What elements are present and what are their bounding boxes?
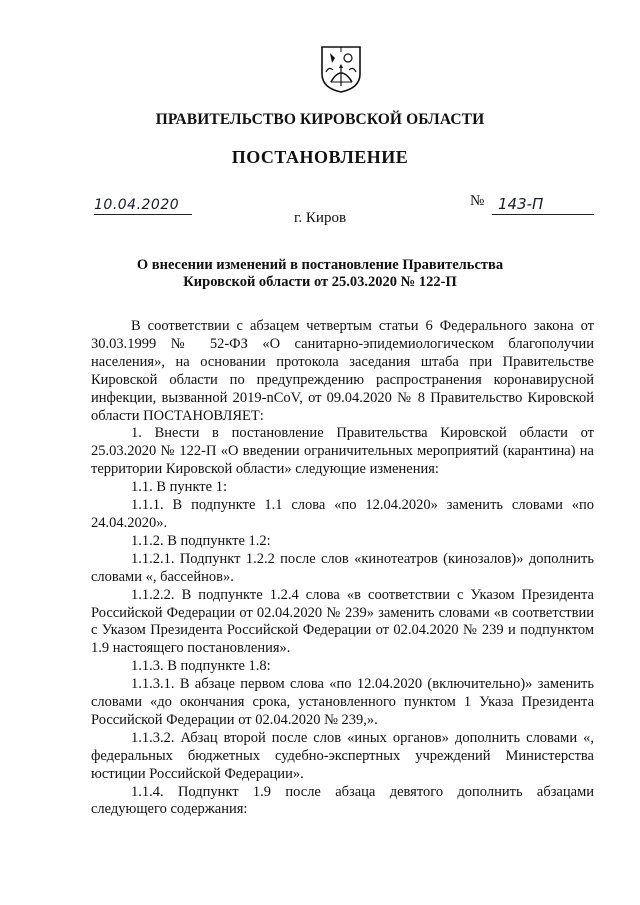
city: г. Киров xyxy=(293,210,347,226)
paragraph-1-1-2: 1.1.2. В подпункте 1.2: xyxy=(131,532,271,549)
number-label: № xyxy=(470,193,485,209)
paragraph-1-1-3-1: 1.1.3.1. В абзаце первом слова «по 12.04.2020 (включительно)» заменить словами «до окончания срока, установленного пунктом 1 Указа Президента Российской Федерации от 02.04.2020 № 239,». xyxy=(91,676,594,728)
paragraph-1-1-1: 1.1.1. В подпункте 1.1 слова «по 12.04.2020» заменить словами «по 24.04.2020». xyxy=(91,497,594,531)
subject-line-1: О внесении изменений в постановление Правительства xyxy=(136,257,504,273)
paragraph-1: 1. Внести в постановление Правительства Кировской области от 25.03.2020 № 122-П «О введении ограничительных мероприятий (карантина) на территории Кировской области» следующие изменения: xyxy=(91,425,594,478)
paragraph-1-1-2-2: 1.1.2.2. В подпункте 1.2.4 слова «в соответствии с Указом Президента Российской Федерации от 02.04.2020 № 239» заменить словами «в соответствии с Указом Президента Российской Федерации от 02.04.2020 № 239 и подпунктом 1.9 настоящего постановления». xyxy=(91,586,594,657)
paragraph-1-1-3: 1.1.3. В подпункте 1.8: xyxy=(131,658,271,675)
government-name: ПРАВИТЕЛЬСТВО КИРОВСКОЙ ОБЛАСТИ xyxy=(155,111,485,128)
paragraph-1-1-2-1: 1.1.2.1. Подпункт 1.2.2 после слов «кинотеатров (кинозалов)» дополнить словами «, бассейнов». xyxy=(91,550,594,585)
document-type: ПОСТАНОВЛЕНИЕ xyxy=(231,147,409,167)
document-subject xyxy=(100,257,540,291)
paragraph-preamble: В соответствии с абзацем четвертым статьи 6 Федерального закона от 30.03.1999 № 52-ФЗ «О санитарно-эпидемиологическом благополучии населения», на основании протокола заседания штаба при Правительстве Кировской области по предупреждению распространения коронавирусной инфекции, вызванной 2019-nCoV, от 09.04.2020 № 8 Правительство Кировской области ПОСТАНОВЛЯЕТ: xyxy=(91,318,594,424)
handwritten-date: 10.04.2020 xyxy=(94,197,180,213)
paragraph-1-1: 1.1. В пункте 1: xyxy=(131,479,227,496)
subject-line-2: Кировской области от 25.03.2020 № 122-П xyxy=(183,274,457,290)
paragraph-1-1-3-2: 1.1.3.2. Абзац второй после слов «иных органов» дополнить словами «, федеральных бюджетных судебно-экспертных учреждений Министерства юстиции Российской Федерации». xyxy=(91,729,594,782)
handwritten-number: 143-П xyxy=(498,195,544,213)
kirov-region-coat-of-arms-icon xyxy=(319,44,363,94)
paragraph-1-1-4: 1.1.4. Подпункт 1.9 после абзаца девятого дополнить абзацами следующего содержания: xyxy=(91,783,594,818)
document-body xyxy=(91,318,594,819)
